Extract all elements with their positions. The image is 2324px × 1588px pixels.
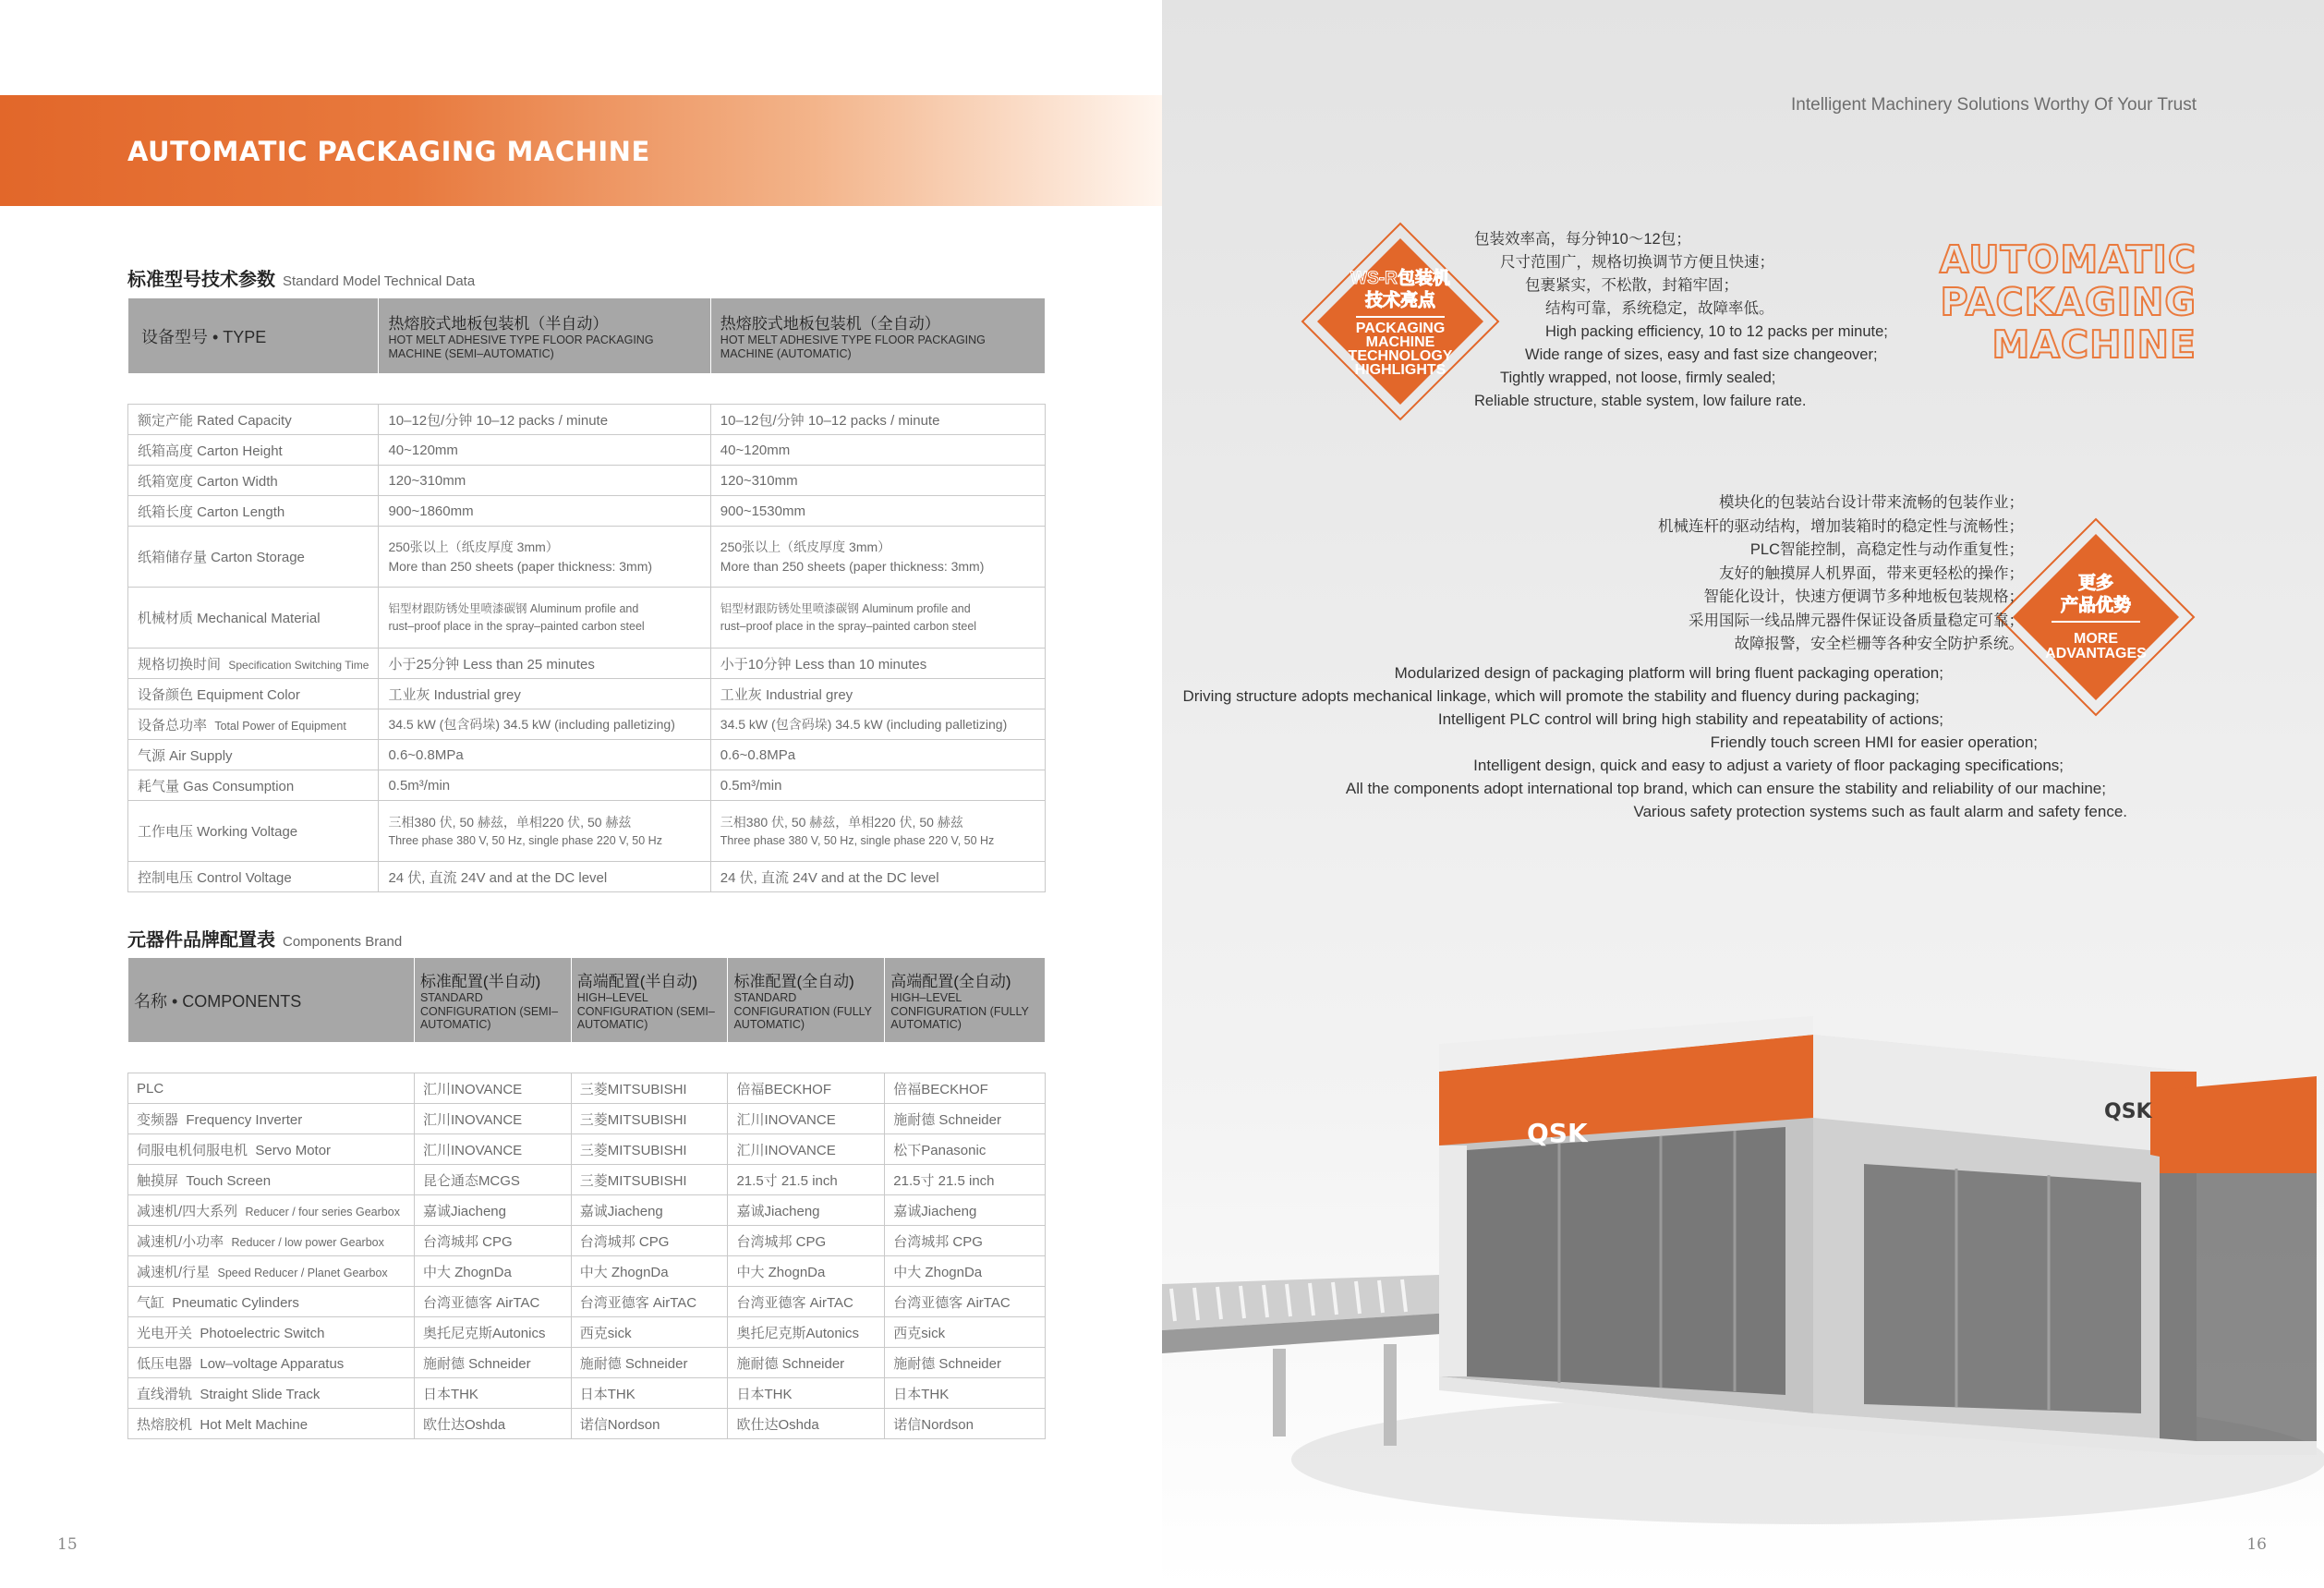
component-name: 伺服电机伺服电机 Servo Motor [128, 1134, 415, 1165]
component-brand: 21.5寸 21.5 inch [728, 1165, 885, 1195]
component-brand: 汇川INOVANCE [414, 1073, 571, 1104]
component-brand: 日本THK [885, 1378, 1046, 1409]
spec-table [127, 297, 1046, 892]
table-row [128, 1134, 1046, 1165]
table-row [128, 1378, 1046, 1409]
machine-logo-front: QSK [1527, 1118, 1588, 1148]
component-brand: 昆仑通态MCGS [414, 1165, 571, 1195]
table-row: 纸箱长度 Carton Length 900~1860mm 900~1530mm [128, 496, 1046, 527]
table-row [128, 1409, 1046, 1439]
table-row [128, 1195, 1046, 1226]
comp-section-en: Components Brand [283, 934, 403, 950]
page-number-left: 15 [57, 1535, 78, 1554]
big-title-line: MACHINE [1991, 322, 2197, 367]
component-brand: 台湾城邦 CPG [728, 1226, 885, 1256]
component-brand: 汇川INOVANCE [414, 1134, 571, 1165]
component-brand: 嘉诚Jiacheng [414, 1195, 571, 1226]
table-row: 机械材质 Mechanical Material 铝型材跟防锈处里喷漆碳钢 Aluminum profile and rust–proof place in the spray–painted carbon steel 铝型材跟防锈处里喷漆碳钢 Aluminum profile and rust–proof place in the spray–painted carbon steel [128, 588, 1046, 649]
big-title-line: PACKAGING [1940, 280, 2197, 324]
table-row: 工作电压 Working Voltage 三相380 伏, 50 赫兹，单相220 伏, 50 赫兹 Three phase 380 V, 50 Hz, single phase 220 V, 50 Hz 三相380 伏, 50 赫兹，单相220 伏, 50 赫兹 Three phase 380 V, 50 Hz, single phase 220 V, 50 Hz [128, 801, 1046, 862]
comp-header-c2: 高端配置(半自动) HIGH–LEVEL CONFIGURATION (SEMI–AUTOMATIC) [571, 958, 728, 1043]
table-row: 规格切换时间 Specification Switching Time 小于25分钟 Less than 25 minutes 小于10分钟 Less than 10 minutes [128, 649, 1046, 679]
component-brand: 嘉诚Jiacheng [885, 1195, 1046, 1226]
advantages-badge: 更多 产品优势 MORE ADVANTAGES [1994, 515, 2197, 719]
component-brand: 台湾亚德客 AirTAC [728, 1287, 885, 1317]
comp-header-name: 名称 • COMPONENTS [128, 958, 415, 1043]
table-row: 纸箱高度 Carton Height 40~120mm 40~120mm [128, 435, 1046, 466]
component-brand: 台湾城邦 CPG [571, 1226, 728, 1256]
component-brand: 台湾亚德客 AirTAC [885, 1287, 1046, 1317]
advantages-zh-list: 模块化的包装站台设计带来流畅的包装作业； 机械连杆的驱动结构，增加装箱时的稳定性与流畅性； PLC智能控制，高稳定性与动作重复性； 友好的触摸屏人机界面，带来更轻松的操作； 智能化设计，快速方便调节多种地板包装规格； 采用国际一线品牌元器件保证设备质量稳定可靠； 故障报警，安全栏栅等各种安全防护系统。 [1658, 494, 2024, 652]
component-brand: 嘉诚Jiacheng [571, 1195, 728, 1226]
component-brand: 台湾城邦 CPG [414, 1226, 571, 1256]
component-brand: 施耐德 Schneider [885, 1348, 1046, 1378]
comp-header-row [128, 958, 1046, 1043]
component-brand: 西克sick [885, 1317, 1046, 1348]
table-row [128, 1073, 1046, 1104]
component-brand: 三菱MITSUBISHI [571, 1165, 728, 1195]
component-brand: 施耐德 Schneider [728, 1348, 885, 1378]
component-brand: 日本THK [414, 1378, 571, 1409]
highlights-badge: WS-R包装机 技术亮点 PACKAGING MACHINE TECHNOLOGY HIGHLIGHTS [1299, 220, 1502, 423]
component-name: 减速机/四大系列 Reducer / four series Gearbox [128, 1195, 415, 1226]
component-name: 触摸屏 Touch Screen [128, 1165, 415, 1195]
spec-header-type: 设备型号 • TYPE [128, 298, 379, 374]
component-name: 光电开关 Photoelectric Switch [128, 1317, 415, 1348]
table-row: 耗气量 Gas Consumption 0.5m³/min 0.5m³/min [128, 770, 1046, 801]
component-brand: 欧仕达Oshda [414, 1409, 571, 1439]
components-table [127, 957, 1046, 1439]
spec-section-heading [127, 264, 475, 291]
comp-header-c4: 高端配置(全自动) HIGH–LEVEL CONFIGURATION (FULLY AUTOMATIC) [885, 958, 1046, 1043]
component-brand: 日本THK [571, 1378, 728, 1409]
component-brand: 中大 ZhognDa [885, 1256, 1046, 1287]
comp-header-c1: 标准配置(半自动) STANDARD CONFIGURATION (SEMI–AUTOMATIC) [414, 958, 571, 1043]
component-brand: 诺信Nordson [885, 1409, 1046, 1439]
component-name: 低压电器 Low–voltage Apparatus [128, 1348, 415, 1378]
page-title: AUTOMATIC PACKAGING MACHINE [127, 136, 650, 167]
component-brand: 松下Panasonic [885, 1134, 1046, 1165]
component-brand: 汇川INOVANCE [414, 1104, 571, 1134]
table-row: 设备颜色 Equipment Color 工业灰 Industrial grey 工业灰 Industrial grey [128, 679, 1046, 709]
table-row [128, 1226, 1046, 1256]
right-page: Intelligent Machinery Solutions Worthy Of Your Trust AUTOMATIC PACKAGING MACHINE WS-R包装机 技术亮点 PACKAGING MACHINE TECHNOLOGY HIGHLIGHTS 包装效率高，每分钟10～12包； 尺寸范围广，规格切换调节方便且快速； 包裹紧实，不松散，封箱牢固； 结构可靠，系统稳定，故障率低。 High packing efficiency, 10 to 12 packs per minute; Wide range of sizes, easy and fast size changeover; Tightly wrapped, not loose, firmly sealed; Reliable structure, stable system, low failure rate. 更多 产品优势 MORE ADVANTAGES 模块化的包装站台设计带来流畅的包装作业； 机械连杆的驱动结构，增加装箱时的稳定性与流畅性； PLC智能控制，高稳定性与动作重复性； 友好的触摸屏人机界面，带来更轻松的操作； 智能化设计，快速方便调节多种地板包装规格； 采用国际一线品牌元器件保证设备质量稳定可靠； 故障报警，安全栏栅等各种安全防护系统。 Modularized design of packaging platform will bring fluent packaging operation; Driving structure adopts mechanical linkage, which will promote the stability and fluency during packaging; Intelligent PLC control will bring high stability and repeatability of actions; Friendly touch screen HMI for easier operation; Intelligent design, quick and easy to adjust a variety of floor packaging specifications; All the components adopt international top brand, which can ensure the stability and reliability of our machine; Various safety protection systems such as fault alarm and safety fence. QSK QSK 16 [1162, 0, 2324, 1588]
big-outline-title [1940, 238, 2197, 366]
table-row: 控制电压 Control Voltage 24 伏, 直流 24V and at the DC level 24 伏, 直流 24V and at the DC level [128, 862, 1046, 892]
table-row [128, 1317, 1046, 1348]
comp-section-heading [127, 925, 402, 952]
comp-section-zh: 元器件品牌配置表 [127, 930, 275, 951]
component-brand: 汇川INOVANCE [728, 1104, 885, 1134]
table-row: 气源 Air Supply 0.6~0.8MPa 0.6~0.8MPa [128, 740, 1046, 770]
component-brand: 奥托尼克斯Autonics [728, 1317, 885, 1348]
component-name: 减速机/行星 Speed Reducer / Planet Gearbox [128, 1256, 415, 1287]
component-brand: 欧仕达Oshda [728, 1409, 885, 1439]
component-name: 变频器 Frequency Inverter [128, 1104, 415, 1134]
table-row [128, 1165, 1046, 1195]
component-brand: 三菱MITSUBISHI [571, 1134, 728, 1165]
component-brand: 台湾亚德客 AirTAC [571, 1287, 728, 1317]
table-row [128, 1256, 1046, 1287]
component-brand: 汇川INOVANCE [728, 1134, 885, 1165]
components-body [128, 1073, 1046, 1439]
spec-header-row [128, 298, 1046, 374]
component-brand: 21.5寸 21.5 inch [885, 1165, 1046, 1195]
component-brand: 台湾城邦 CPG [885, 1226, 1046, 1256]
component-brand: 施耐德 Schneider [571, 1348, 728, 1378]
component-name: 直线滑轨 Straight Slide Track [128, 1378, 415, 1409]
component-brand: 中大 ZhognDa [571, 1256, 728, 1287]
component-brand: 西克sick [571, 1317, 728, 1348]
spec-section-en: Standard Model Technical Data [283, 273, 476, 289]
component-brand: 三菱MITSUBISHI [571, 1104, 728, 1134]
component-brand: 施耐德 Schneider [885, 1104, 1046, 1134]
component-name: 热熔胶机 Hot Melt Machine [128, 1409, 415, 1439]
component-brand: 奥托尼克斯Autonics [414, 1317, 571, 1348]
table-row [128, 1104, 1046, 1134]
table-row [128, 1287, 1046, 1317]
component-brand: 诺信Nordson [571, 1409, 728, 1439]
component-name: 气缸 Pneumatic Cylinders [128, 1287, 415, 1317]
component-brand: 嘉诚Jiacheng [728, 1195, 885, 1226]
component-brand: 中大 ZhognDa [728, 1256, 885, 1287]
table-row: 额定产能 Rated Capacity 10–12包/分钟 10–12 packs / minute 10–12包/分钟 10–12 packs / minute [128, 405, 1046, 435]
spec-section-zh: 标准型号技术参数 [127, 270, 275, 290]
table-row: 纸箱储存量 Carton Storage 250张以上（纸皮厚度 3mm） More than 250 sheets (paper thickness: 3mm) 250张以上（纸皮厚度 3mm） More than 250 sheets (paper thickness: 3mm) [128, 527, 1046, 588]
packaging-machine-image [1162, 979, 2324, 1570]
spec-header-semi: 热熔胶式地板包装机（半自动） HOT MELT ADHESIVE TYPE FLOOR PACKAGING MACHINE (SEMI–AUTOMATIC) [379, 298, 710, 374]
spec-header-auto: 热熔胶式地板包装机（全自动） HOT MELT ADHESIVE TYPE FLOOR PACKAGING MACHINE (AUTOMATIC) [710, 298, 1045, 374]
page-number-right: 16 [2246, 1535, 2267, 1554]
component-name: 减速机/小功率 Reducer / low power Gearbox [128, 1226, 415, 1256]
highlights-text: 包装效率高，每分钟10～12包； 尺寸范围广，规格切换调节方便且快速； 包裹紧实，不松散，封箱牢固； 结构可靠，系统稳定，故障率低。 High packing efficiency, 10 to 12 packs per minute; Wide range of sizes, easy and fast size changeover; Tightly wrapped, not loose, firmly sealed; Reliable structure, stable system, low failure rate. [1474, 231, 1888, 409]
table-row [128, 1348, 1046, 1378]
tagline: Intelligent Machinery Solutions Worthy Of Your Trust [1791, 95, 2197, 115]
component-brand: 台湾亚德客 AirTAC [414, 1287, 571, 1317]
table-row: 纸箱宽度 Carton Width 120~310mm 120~310mm [128, 466, 1046, 496]
component-brand: 日本THK [728, 1378, 885, 1409]
component-brand: 三菱MITSUBISHI [571, 1073, 728, 1104]
component-name: PLC [128, 1073, 415, 1104]
component-brand: 中大 ZhognDa [414, 1256, 571, 1287]
component-brand: 倍福BECKHOF [885, 1073, 1046, 1104]
title-band [0, 95, 1162, 206]
comp-header-c3: 标准配置(全自动) STANDARD CONFIGURATION (FULLY AUTOMATIC) [728, 958, 885, 1043]
machine-logo-side: QSK [2104, 1100, 2152, 1123]
table-row: 设备总功率 Total Power of Equipment 34.5 kW (包含码垛) 34.5 kW (including palletizing) 34.5 kW (包含码垛) 34.5 kW (including palletizing) [128, 709, 1046, 740]
diamond-badge-shape [1994, 515, 2197, 719]
component-brand: 倍福BECKHOF [728, 1073, 885, 1104]
big-title-line: AUTOMATIC [1939, 237, 2197, 282]
component-brand: 施耐德 Schneider [414, 1348, 571, 1378]
